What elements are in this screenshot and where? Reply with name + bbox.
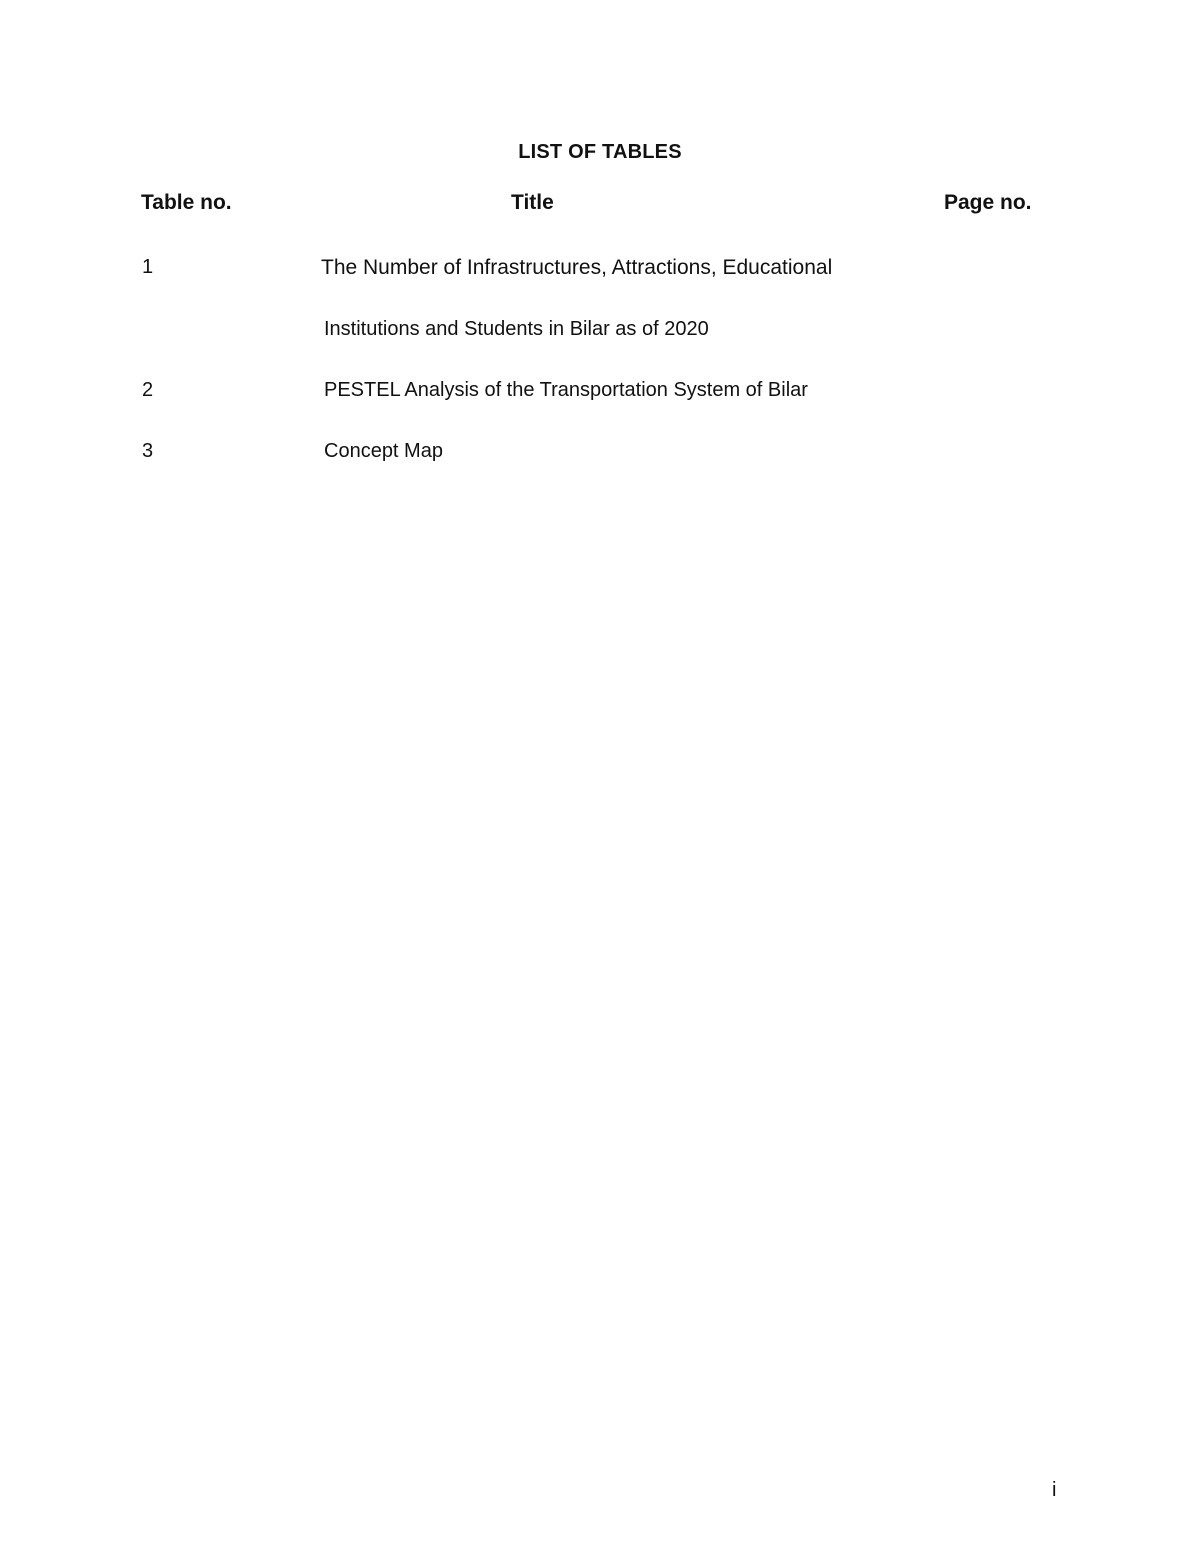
table-entry-3-title: Concept Map (324, 440, 443, 462)
column-header-title: Title (511, 191, 554, 214)
column-header-page-no: Page no. (944, 191, 1032, 214)
table-entry-2-number: 2 (142, 379, 154, 401)
table-entry-3-number: 3 (142, 440, 154, 462)
table-entry-1-title-line-1: The Number of Infrastructures, Attractions, Educational (321, 256, 833, 279)
page-number: i (1052, 1479, 1057, 1501)
table-entry-2-title: PESTEL Analysis of the Transportation System of Bilar (324, 379, 808, 401)
page-title: LIST OF TABLES (518, 141, 682, 163)
column-header-table-no: Table no. (141, 191, 232, 214)
table-entry-1-title-line-2: Institutions and Students in Bilar as of 2020 (324, 318, 709, 340)
table-entry-1-number: 1 (142, 256, 154, 278)
